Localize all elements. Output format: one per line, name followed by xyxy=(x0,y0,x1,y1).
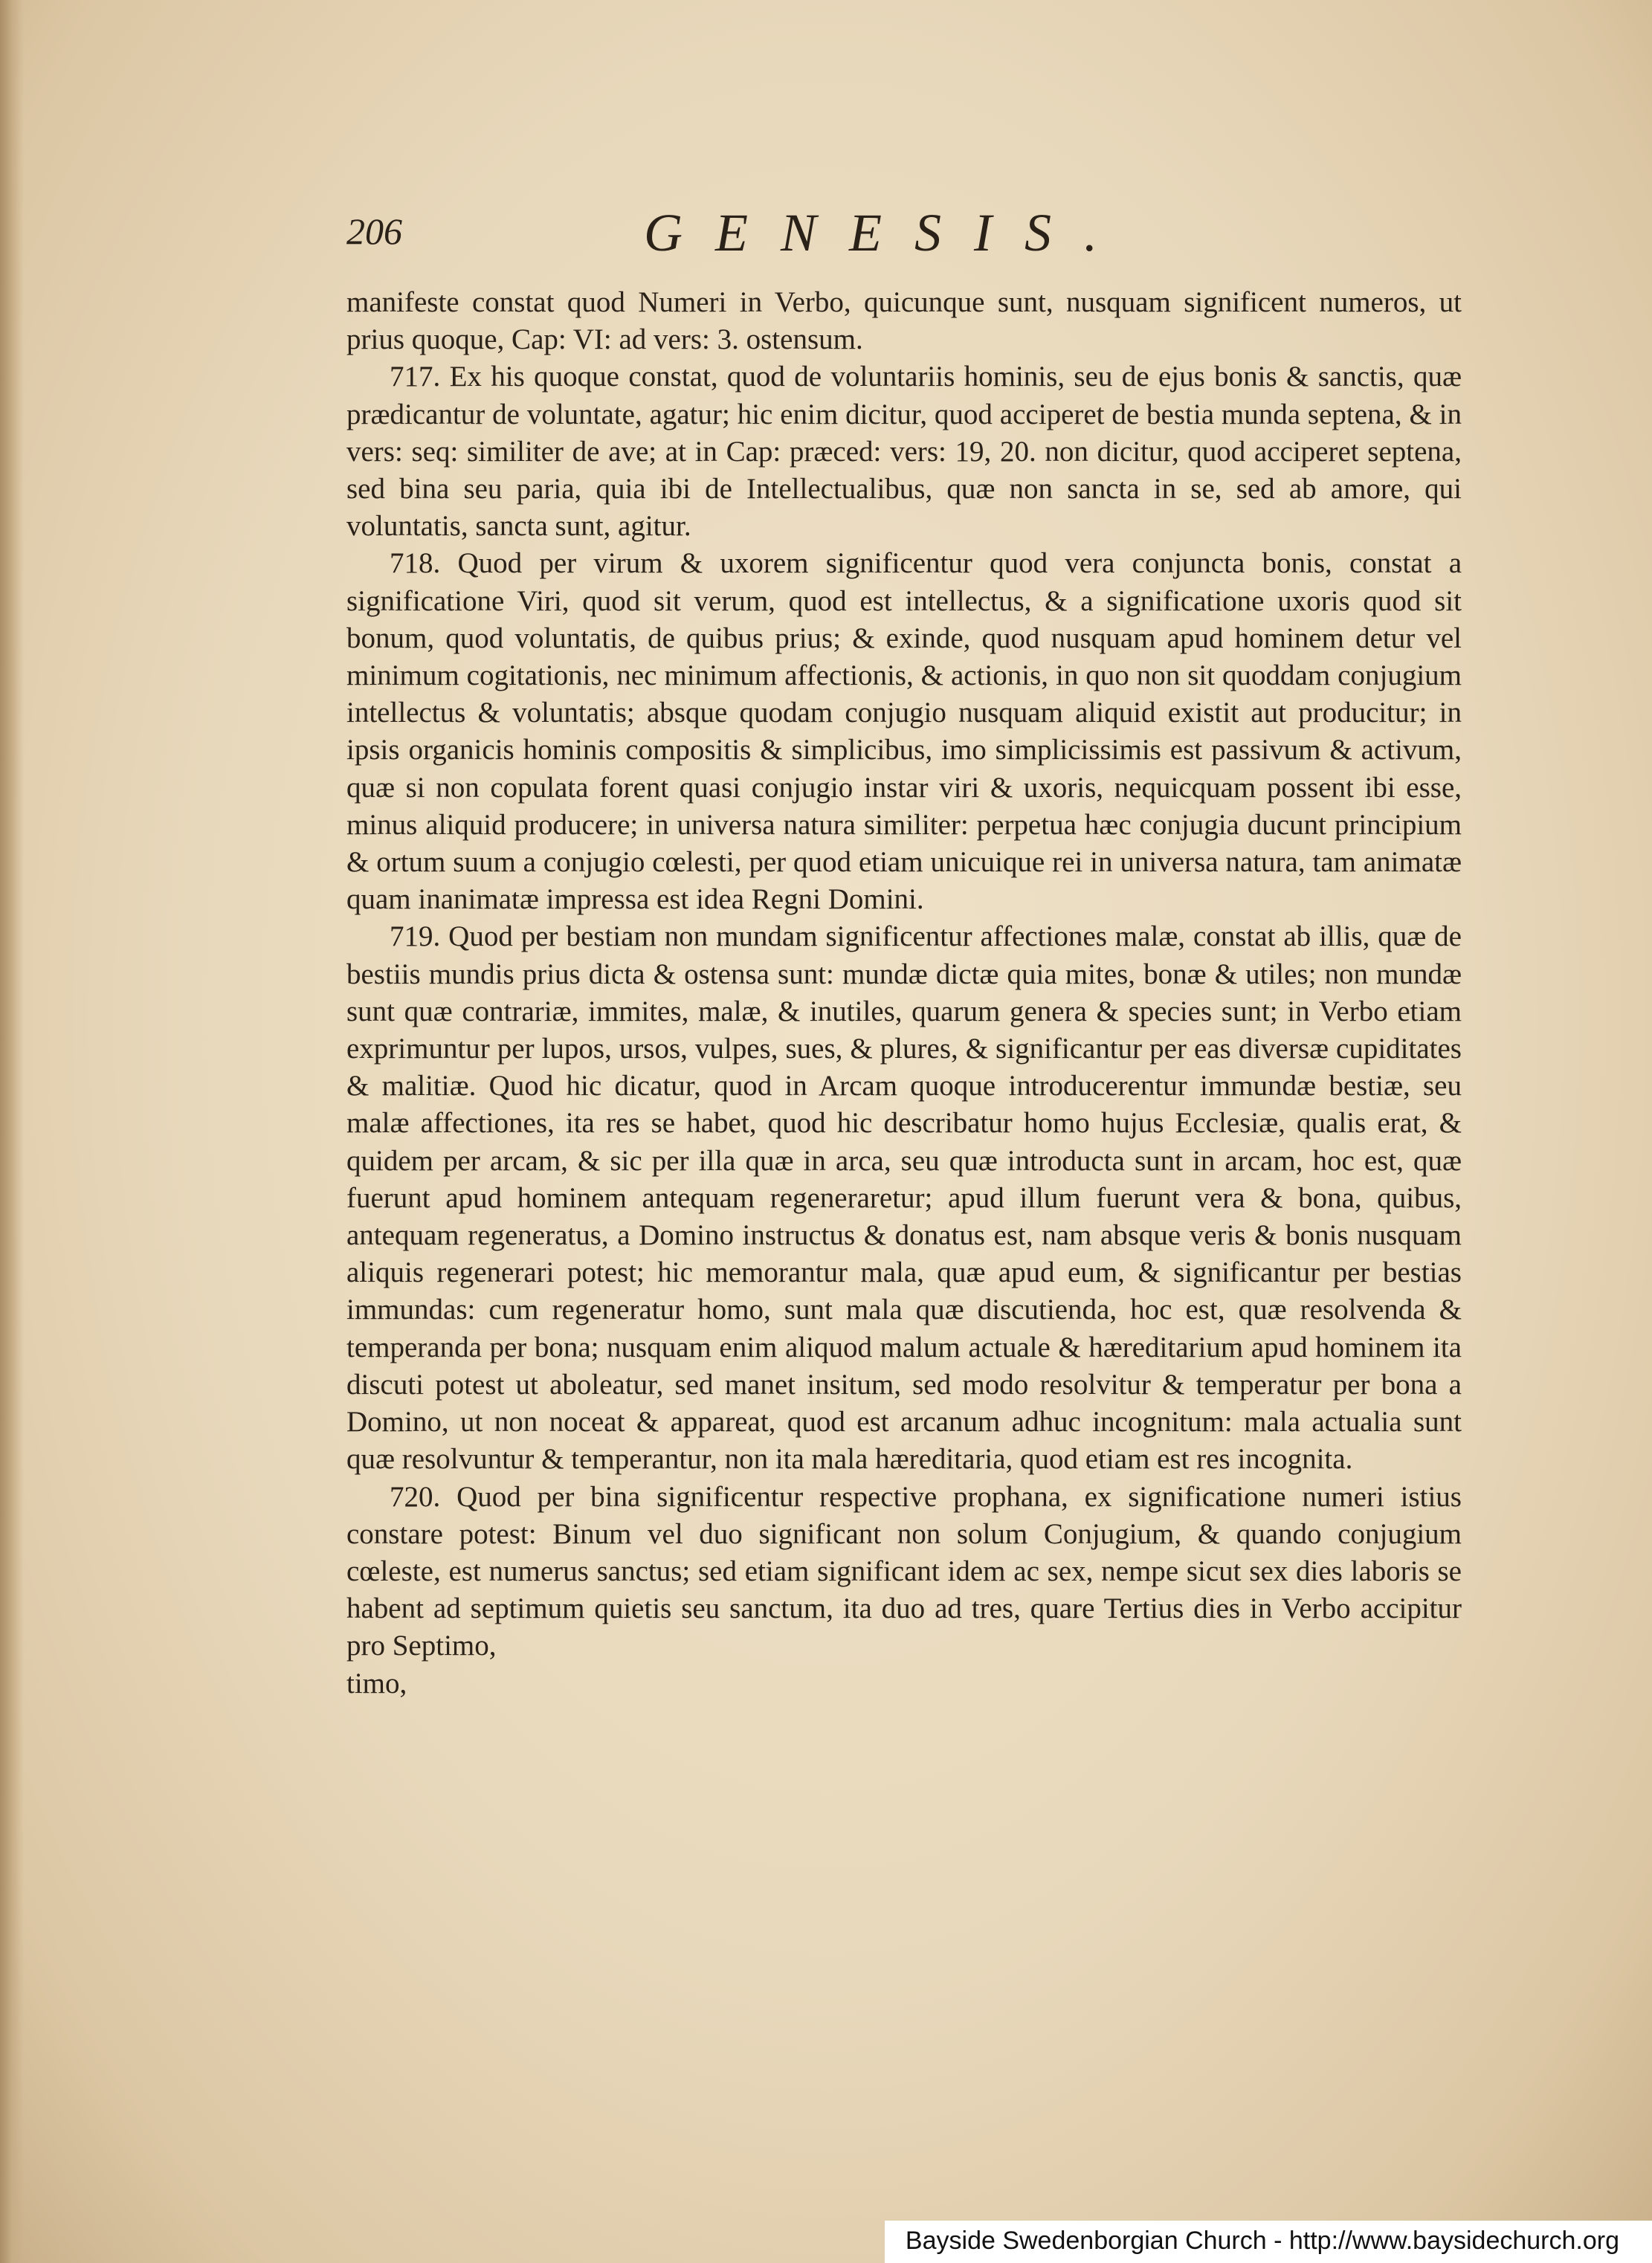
catchword: timo, xyxy=(346,1667,407,1699)
paragraph-718: 718. Quod per virum & uxorem significentur quod vera conjuncta bonis, constat a significatione Viri, quod sit verum, quod est intellectus, & a significatione uxoris quod sit bonum, quod voluntatis, de quibus prius; & exinde, quod nusquam apud hominem detur vel minimum cogitationis, nec minimum affectionis, & actionis, in quo non sit quoddam conjugium intellectus & voluntatis; absque quodam conjugio nusquam aliquid existit aut producitur; in ipsis organicis hominis compositis & simplicibus, imo simplicissimis est passivum & activum, quæ si non copulata forent quasi conjugio instar viri & uxoris, nequicquam possent ibi esse, minus aliquid producere; in universa natura similiter: perpetua hæc conjugia ducunt principium & ortum suum a conjugio cœlesti, per quod etiam unicuique rei in universa natura, tam animatæ quam inanimatæ impressa est idea Regni Domini. xyxy=(346,547,1462,916)
page-number: 206 xyxy=(346,210,402,252)
running-head xyxy=(346,202,1462,284)
source-watermark: Bayside Swedenborgian Church - http://www.baysidechurch.org xyxy=(885,2221,1652,2263)
book-page xyxy=(346,202,1462,1702)
page-edge-shadow xyxy=(0,0,24,2263)
paragraph-717: 717. Ex his quoque constat, quod de voluntariis hominis, seu de ejus bonis & sanctis, quæ prædicantur de voluntate, agatur; hic enim dicitur, quod acciperet de bestia munda septena, & in vers: seq: similiter de ave; at in Cap: præced: vers: 19, 20. non dicitur, quod acciperet septena, sed bina seu paria, quia ibi de Intellectualibus, quæ non sancta in se, sed ab amore, qui voluntatis, sancta sunt, agitur. xyxy=(346,361,1462,543)
paragraph-continued: manifeste constat quod Numeri in Verbo, quicunque sunt, nusquam significent numeros, ut prius quoque, Cap: VI: ad vers: 3. ostensum. xyxy=(346,286,1462,356)
body-text xyxy=(346,284,1462,1702)
running-title: GENESIS. xyxy=(644,203,1130,262)
paragraph-719: 719. Quod per bestiam non mundam significentur affectiones malæ, constat ab illis, quæ de bestiis mundis prius dicta & ostensa sunt: mundæ dictæ quia mites, bonæ & utiles; non mundæ sunt quæ contrariæ, immites, malæ, & inutiles, quarum genera & species sunt; in Verbo etiam exprimuntur per lupos, ursos, vulpes, sues, & plures, & significantur per eas diversæ cupiditates & malitiæ. Quod hic dicatur, quod in Arcam quoque introducerentur immundæ bestiæ, seu malæ affectiones, ita res se habet, quod hic describatur homo hujus Ecclesiæ, qualis erat, & quidem per arcam, & sic per illa quæ in arca, seu quæ introducta sunt in arcam, hoc est, quæ fuerunt apud hominem antequam regeneraretur; apud illum fuerunt vera & bona, quibus, antequam regeneratus, a Domino instructus & donatus est, nam absque veris & bonis nusquam aliquis regenerari potest; hic memorantur mala, quæ apud eum, & significantur per bestias immundas: cum regeneratur homo, sunt mala quæ discutienda, hoc est, quæ resolvenda & temperanda per bona; nusquam enim aliquod malum actuale & hæreditarium apud hominem ita discuti potest ut aboleatur, sed manet insitum, sed modo resolvitur & temperatur per bona a Domino, ut non noceat & appareat, quod est arcanum adhuc incognitum: mala actualia sunt quæ resolvuntur & temperantur, non ita mala hæreditaria, quod etiam est res incognita. xyxy=(346,920,1462,1476)
paragraph-720: 720. Quod per bina significentur respective prophana, ex significatione numeri istius constare potest: Binum vel duo significant non solum Conjugium, & quando conjugium cœleste, est numerus sanctus; sed etiam significant idem ac sex, nempe sicut sex dies laboris se habent ad septimum quietis seu sanctum, ita duo ad tres, quare Tertius dies in Verbo accipitur pro Septimo, xyxy=(346,1480,1462,1662)
